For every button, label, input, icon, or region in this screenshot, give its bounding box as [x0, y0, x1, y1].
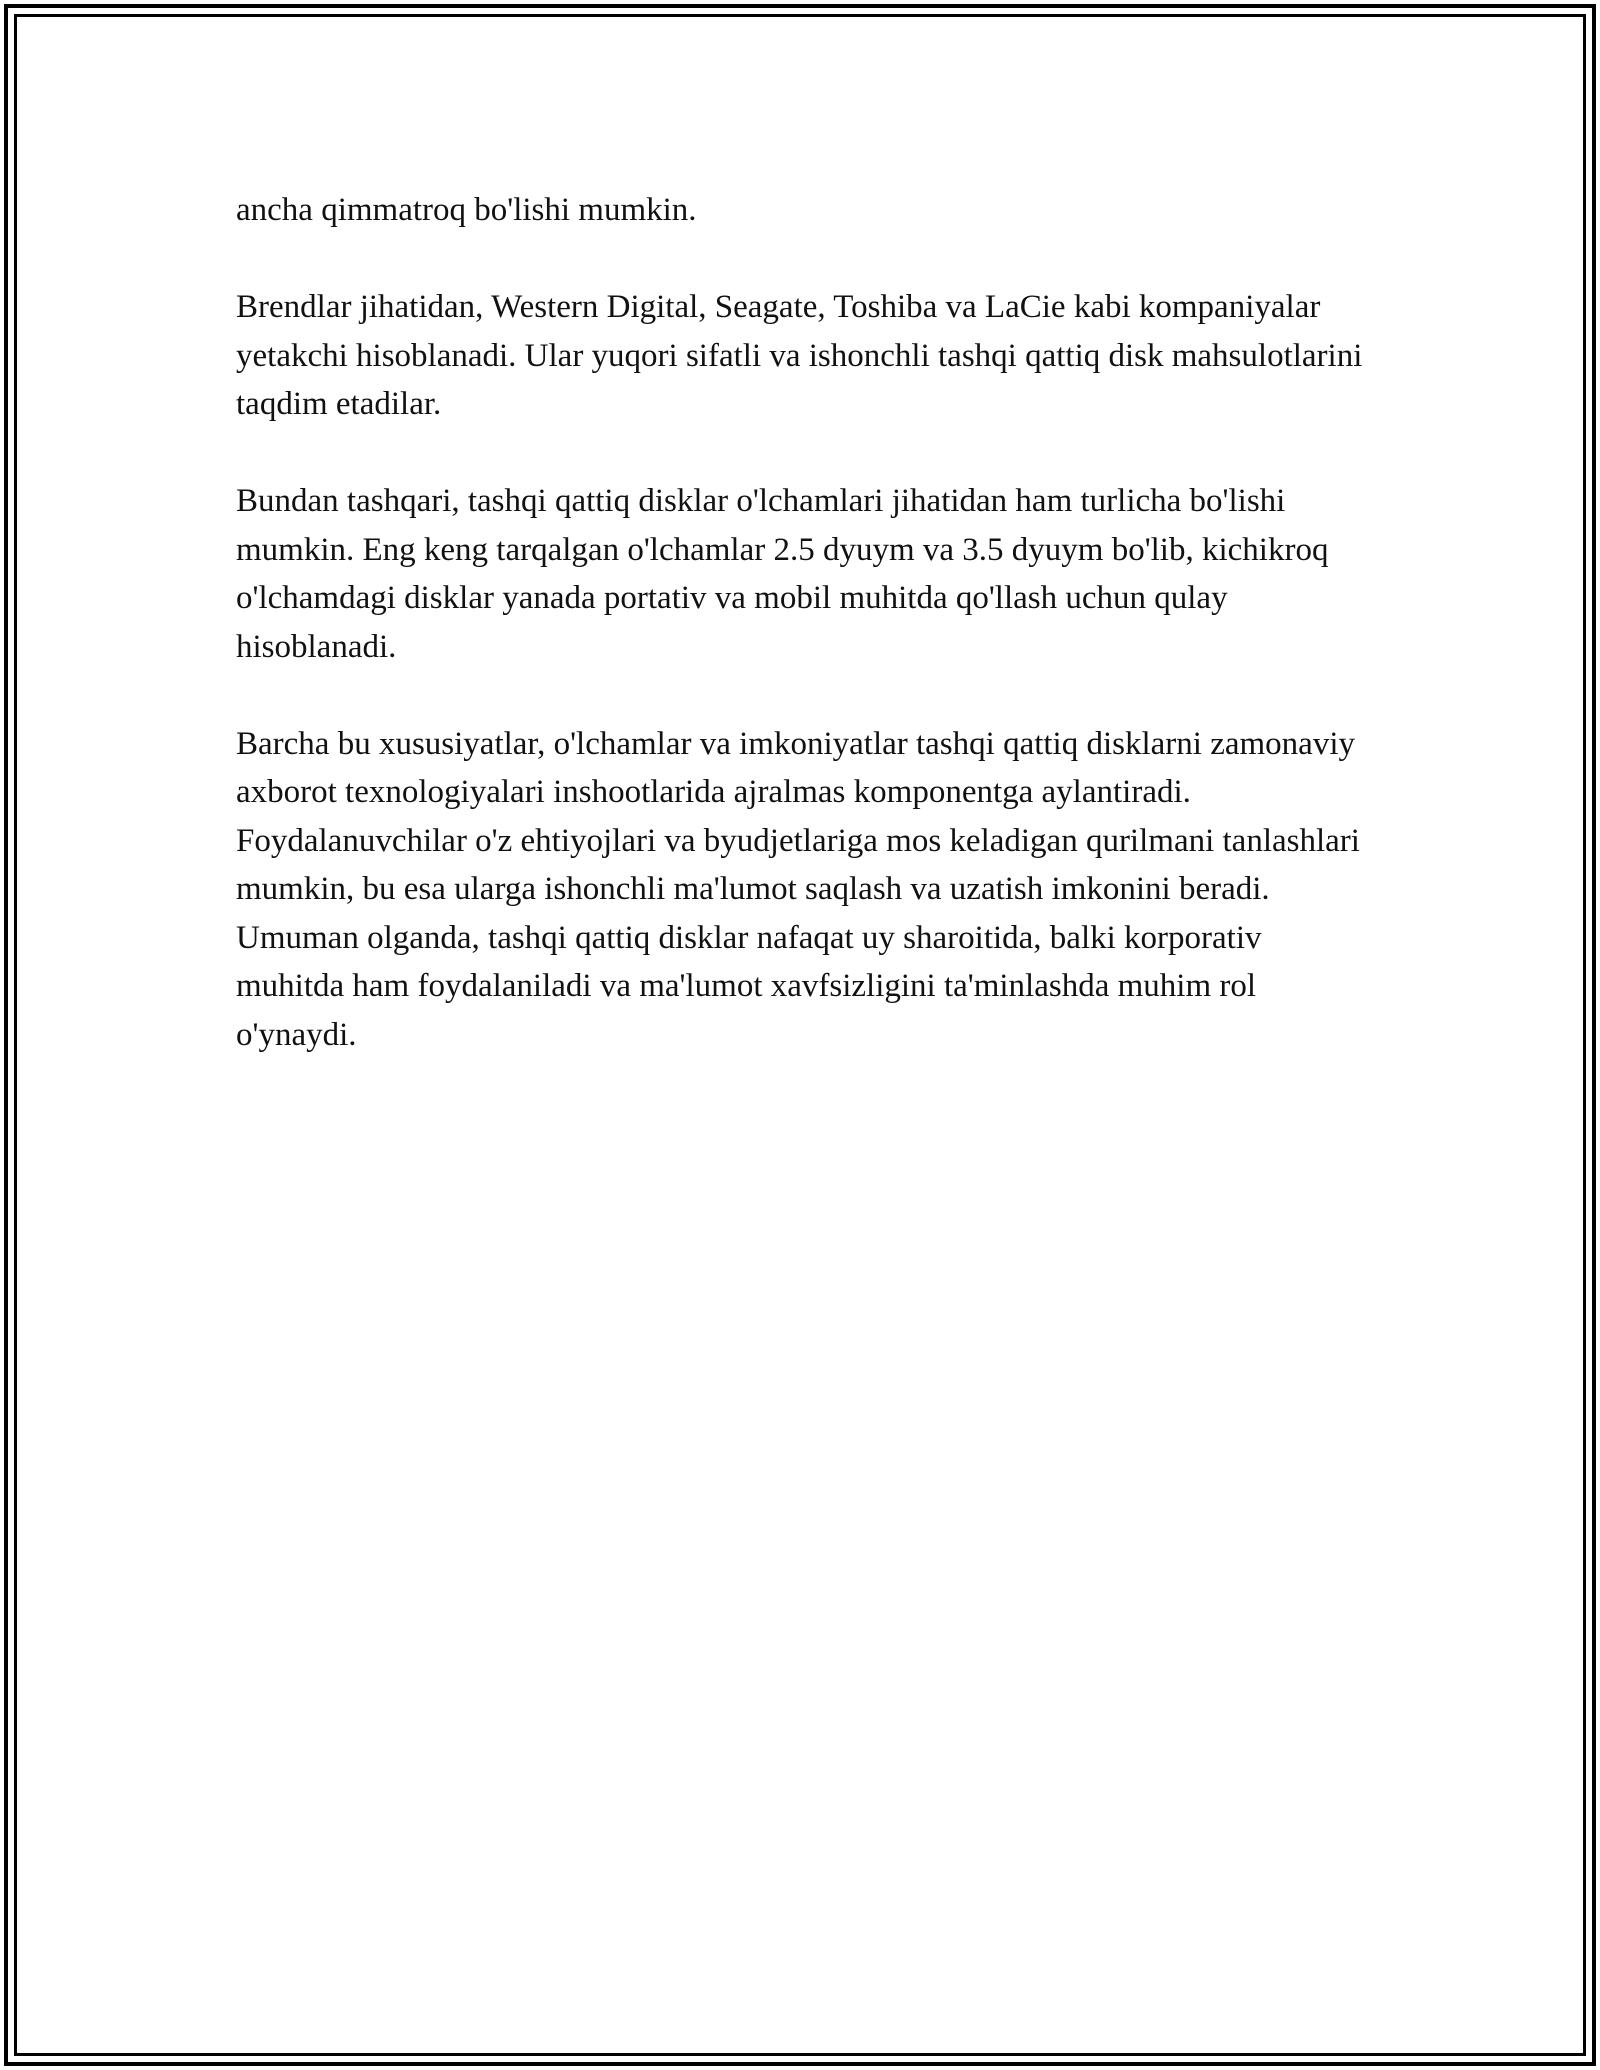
paragraph-sizes: Bundan tashqari, tashqi qattiq disklar o'lchamlari jihatidan ham turlicha bo'lishi mumkin. Eng keng tarqalgan o'lchamlar 2.5 dyuym va 3.5 dyuym bo'lib, kichikroq o'lchamdagi disklar yanada portativ va mobil muhitda qo'llash uchun qulay hisoblanadi.: [236, 483, 1329, 665]
paragraph-continuation: ancha qimmatroq bo'lishi mumkin.: [236, 192, 697, 228]
document-body: [236, 186, 1366, 1108]
paragraph-conclusion: Barcha bu xususiyatlar, o'lchamlar va imkoniyatlar tashqi qattiq disklarni zamonaviy axborot texnologiyalari inshootlarida ajralmas komponentga aylantiradi. Foydalanuvchilar o'z ehtiyojlari va byudjetlariga mos keladigan qurilmani tanlashlari mumkin, bu esa ularga ishonchli ma'lumot saqlash va uzatish imkonini beradi. Umuman olganda, tashqi qattiq disklar nafaqat uy sharoitida, balki korporativ muhitda ham foydalaniladi va ma'lumot xavfsizligini ta'minlashda muhim rol o'ynaydi.: [236, 725, 1360, 1053]
paragraph-brands: Brendlar jihatidan, Western Digital, Seagate, Toshiba va LaCie kabi kompaniyalar yetakchi hisoblanadi. Ular yuqori sifatli va ishonchli tashqi qattiq disk mahsulotlarini taqdim etadilar.: [236, 289, 1363, 422]
